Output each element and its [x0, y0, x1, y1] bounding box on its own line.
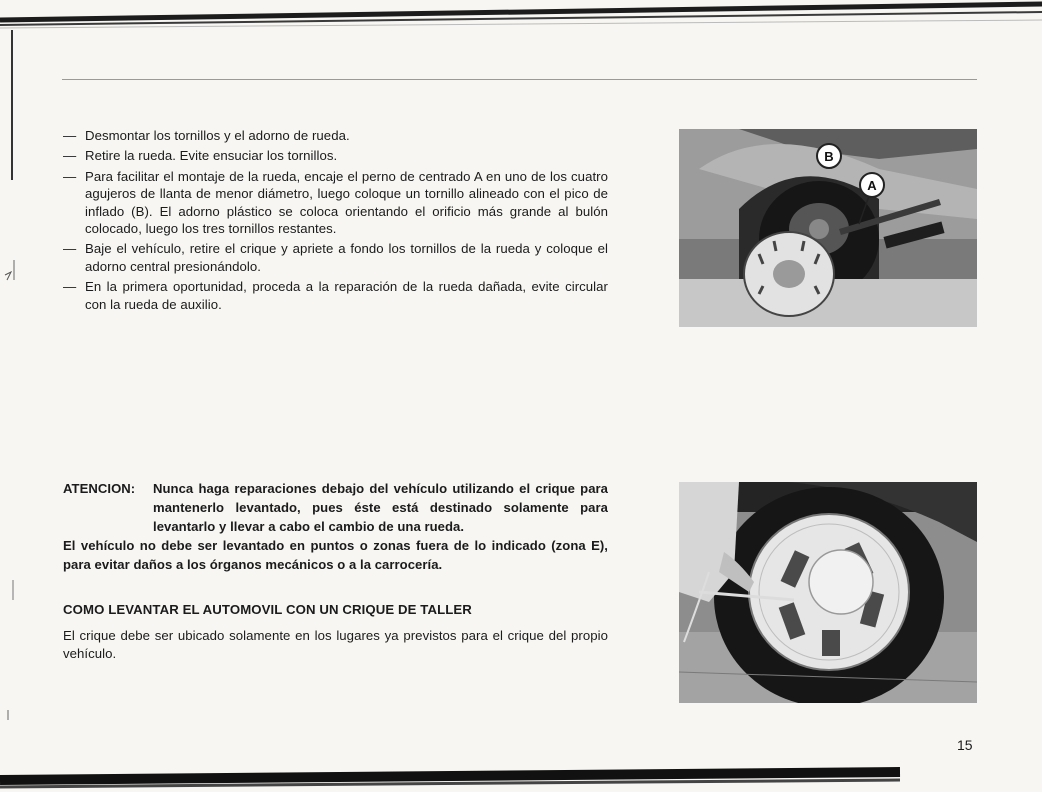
list-item: [63, 127, 608, 144]
header-rule: [62, 79, 977, 80]
warning-row: [63, 479, 608, 536]
list-item-text: Desmontar los tornillos y el adorno de rueda.: [85, 128, 350, 143]
list-item-text: Baje el vehículo, retire el crique y apriete a fondo los tornillos de la rueda y coloque el adorno central presionándolo.: [85, 241, 608, 274]
list-item-text: En la primera oportunidad, proceda a la reparación de la rueda dañada, evite circular con la rueda de auxilio.: [85, 279, 608, 312]
warning-text: Nunca haga reparaciones debajo del vehículo utilizando el crique para mantenerlo levantado, pues éste está destinado solamente para levantarlo y llevar a cabo el cambio de una rueda.: [153, 481, 608, 534]
list-item: [63, 278, 608, 313]
instruction-list: [63, 127, 608, 316]
warning-label: ATENCION:: [63, 481, 136, 496]
list-dash: —: [63, 148, 77, 164]
list-item: [63, 240, 608, 275]
scan-edge-left: [0, 20, 30, 760]
warning-block: [63, 479, 608, 574]
warning-text-2: El vehículo no debe ser levantado en puntos o zonas fuera de lo indicado (zona E), para evitar daños a los órganos mecánicos o a la carrocería.: [63, 538, 608, 572]
list-item: [63, 147, 608, 164]
page-number: 15: [957, 737, 973, 753]
marker-b-label: B: [824, 149, 834, 164]
list-item-text: Retire la rueda. Evite ensuciar los tornillos.: [85, 148, 338, 164]
list-item-text: Para facilitar el montaje de la rueda, encaje el perno de centrado A en uno de los cuatro agujeros de llanta de menor diámetro, luego coloque un tornillo alineado con el pico de inflado (B). El adorno plástico se coloca orientando el orificio más grande al bulón colocado, luego los tres tornillos restantes.: [85, 168, 608, 237]
list-item: [63, 168, 608, 238]
wheel-change-photo: [679, 482, 977, 703]
marker-a-label: A: [867, 178, 877, 193]
list-dash: —: [63, 168, 77, 184]
wheel-mounting-photo: [679, 129, 977, 327]
section-body: El crique debe ser ubicado solamente en los lugares ya previstos para el crique del propio vehículo.: [63, 628, 608, 661]
list-dash: —: [63, 128, 77, 143]
list-dash: —: [63, 241, 77, 257]
list-dash: —: [63, 279, 77, 295]
scan-edge-bottom: [0, 760, 1042, 792]
section-title: COMO LEVANTAR EL AUTOMOVIL CON UN CRIQUE DE TALLER: [63, 602, 472, 617]
scan-edge-top: [0, 0, 1042, 30]
